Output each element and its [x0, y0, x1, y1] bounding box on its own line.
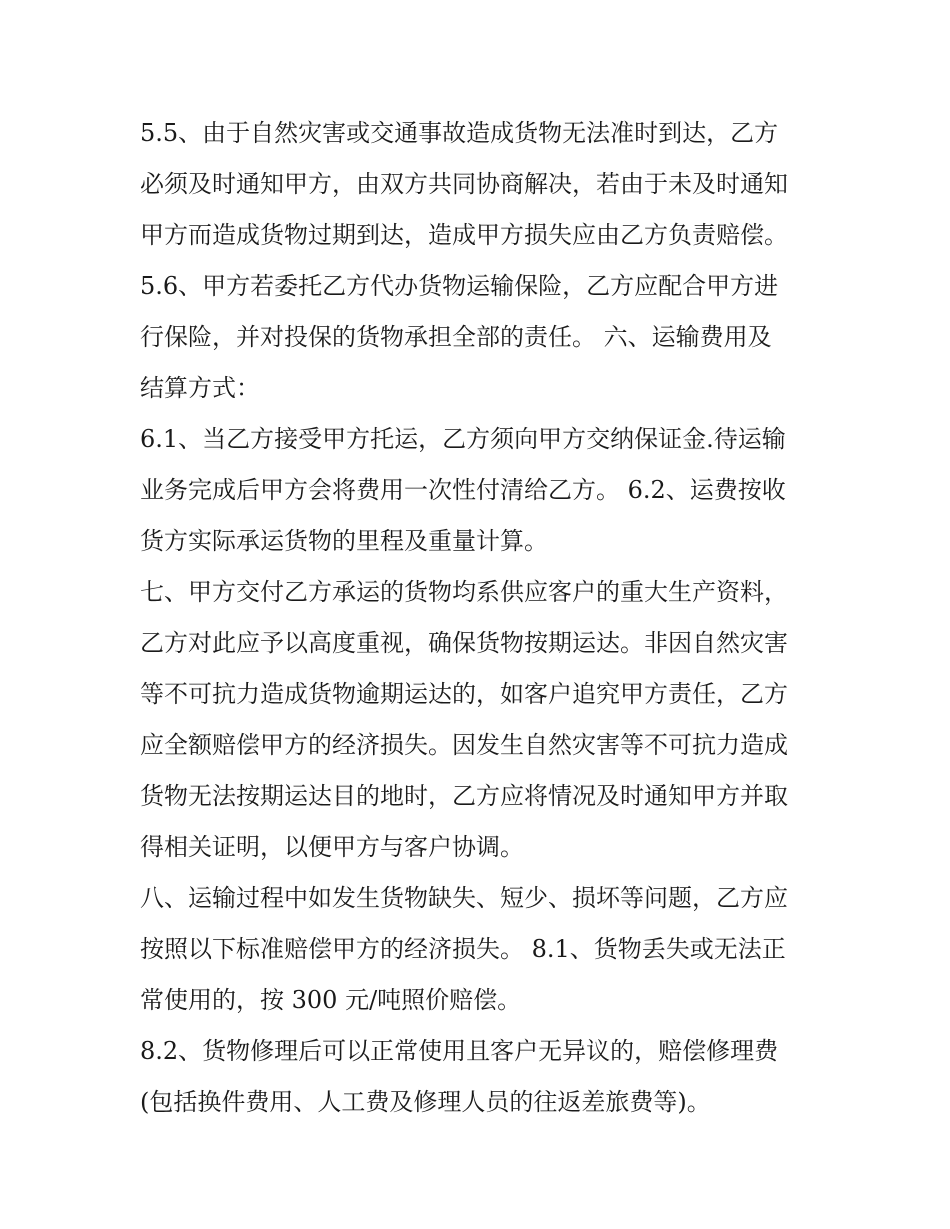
- text-line-7-f: 得相关证明，以便甲方与客户协调。: [140, 833, 524, 861]
- text-line-8-1: 常使用的，按 300 元/吨照价赔偿。: [140, 986, 522, 1014]
- text-line-5-6-c: 结算方式：: [140, 374, 260, 402]
- text-line-5-5-b: 必须及时通知甲方，由双方共同协商解决，若由于未及时通知: [140, 170, 788, 198]
- text-line-5-5-a: 5.5、由于自然灾害或交通事故造成货物无法准时到达，乙方: [140, 119, 779, 147]
- text-line-8-b: 按照以下标准赔偿甲方的经济损失。 8.1、货物丢失或无法正: [140, 935, 786, 963]
- text-line-6-1-b: 业务完成后甲方会将费用一次性付清给乙方。 6.2、运费按收: [140, 476, 786, 504]
- text-line-7-c: 等不可抗力造成货物逾期运达的，如客户追究甲方责任，乙方: [140, 680, 788, 708]
- text-line-5-5-c: 甲方而造成货物过期到达，造成甲方损失应由乙方负责赔偿。: [140, 221, 788, 249]
- text-line-7-b: 乙方对此应予以高度重视，确保货物按期运达。非因自然灾害: [140, 629, 788, 657]
- text-line-8-a: 八、运输过程中如发生货物缺失、短少、损坏等问题，乙方应: [140, 884, 788, 912]
- contract-text-block: [140, 108, 830, 1128]
- text-line-6-2: 货方实际承运货物的里程及重量计算。: [140, 527, 548, 555]
- text-line-7-d: 应全额赔偿甲方的经济损失。因发生自然灾害等不可抗力造成: [140, 731, 788, 759]
- text-line-5-6-b: 行保险，并对投保的货物承担全部的责任。 六、运输费用及: [140, 323, 772, 351]
- text-line-7-e: 货物无法按期运达目的地时，乙方应将情况及时通知甲方并取: [140, 782, 788, 810]
- text-line-6-1-a: 6.1、当乙方接受甲方托运，乙方须向甲方交纳保证金.待运输: [140, 425, 786, 453]
- text-line-5-6-a: 5.6、甲方若委托乙方代办货物运输保险，乙方应配合甲方进: [140, 272, 779, 300]
- text-line-8-2-b: (包括换件费用、人工费及修理人员的往返差旅费等)。: [140, 1088, 711, 1116]
- text-line-7-a: 七、甲方交付乙方承运的货物均系供应客户的重大生产资料，: [140, 578, 788, 606]
- text-line-8-2-a: 8.2、货物修理后可以正常使用且客户无异议的，赔偿修理费: [140, 1037, 779, 1065]
